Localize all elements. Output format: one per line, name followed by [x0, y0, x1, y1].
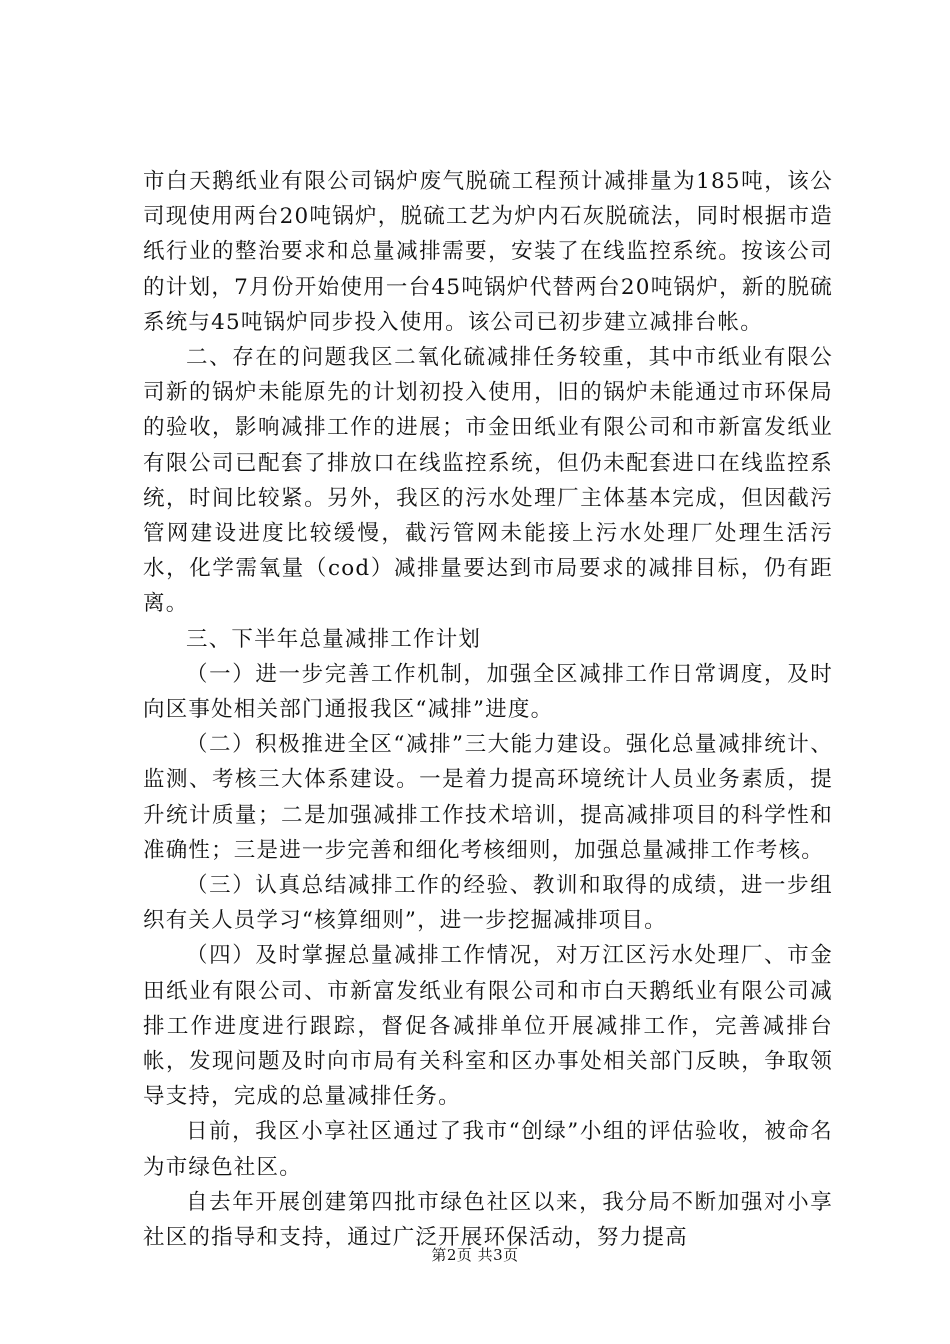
- plan-item-4: （四）及时掌握总量减排工作情况，对万江区污水处理厂、市金田纸业有限公司、市新富发纸业有限公司和市白天鹅纸业有限公司减排工作进度进行跟踪，督促各减排单位开展减排工作，完善减排台帐，发现问题及时向市局有关科室和区办事处相关部门反映，争取领导支持，完成的总量减排任务。: [143, 943, 833, 1110]
- paragraph-problems: 二、存在的问题我区二氧化硫减排任务较重，其中市纸业有限公司新的锅炉未能原先的计划初投入使用，旧的锅炉未能通过市环保局的验收，影响减排工作的进展；市金田纸业有限公司和市新富发纸业有限公司已配套了排放口在线监控系统，但仍未配套进口在线监控系统，时间比较紧。另外，我区的污水处理厂主体基本完成，但因截污管网建设进度比较缓慢，截污管网未能接上污水处理厂处理生活污水，化学需氧量（cod）减排量要达到市局要求的减排目标，仍有距离。: [143, 345, 833, 617]
- page-number: 第2页 共3页: [431, 1246, 519, 1264]
- plan-item-2: （二）积极推进全区“减排”三大能力建设。强化总量减排统计、监测、考核三大体系建设。一是着力提高环境统计人员业务素质，提升统计质量；二是加强减排工作技术培训，提高减排项目的科学性和准确性；三是进一步完善和细化考核细则，加强总量减排工作考核。: [143, 732, 833, 863]
- plan-item-1: （一）进一步完善工作机制，加强全区减排工作日常调度，及时向区事处相关部门通报我区“减排”进度。: [143, 661, 833, 723]
- plan-item-3: （三）认真总结减排工作的经验、教训和取得的成绩，进一步组织有关人员学习“核算细则”，进一步挖掘减排项目。: [143, 873, 833, 934]
- paragraph-support: 自去年开展创建第四批市绿色社区以来，我分局不断加强对小享社区的指导和支持，通过广泛开展环保活动，努力提高: [143, 1189, 833, 1251]
- paragraph-continuation: 市白天鹅纸业有限公司锅炉废气脱硫工程预计减排量为185吨，该公司现使用两台20吨锅炉，脱硫工艺为炉内石灰脱硫法，同时根据市造纸行业的整治要求和总量减排需要，安装了在线监控系统。按该公司的计划，7月份开始使用一台45吨锅炉代替两台20吨锅炉，新的脱硫系统与45吨锅炉同步投入使用。该公司已初步建立减排台帐。: [143, 169, 833, 335]
- paragraph-green-community: 日前，我区小享社区通过了我市“创绿”小组的评估验收，被命名为市绿色社区。: [143, 1119, 833, 1180]
- document-body: [143, 164, 833, 1255]
- section-heading-plan: 三、下半年总量减排工作计划: [186, 626, 482, 652]
